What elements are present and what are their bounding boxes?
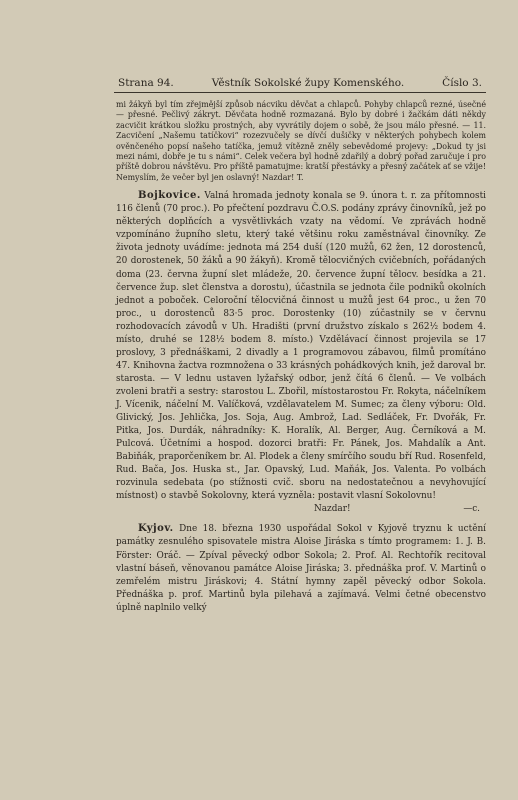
article-body — [116, 100, 486, 615]
kyjov-heading: Kyjov. — [138, 523, 174, 535]
kyjov-text: Dne 18. března 1930 uspořádal Sokol v Kyjově tryznu k uctění památky zesnulého spisovatele mistra Aloise Jiráska s tímto programem: 1. J. B. Förster: Oráč. — Zpíval pěvecký odbor Sokola; 2. Prof. Al. Rechtořík recitoval vlastní báseň, věnovanou památce Aloise Jiráska; 3. přednáška prof. V. Martinů o zemřelém mistru Jiráskovi; 4. Státní hymny zapěl pěvecký odbor Sokola. Přednáška p. prof. Martinů byla pilehavá a zajímavá. Velmi četné obecenstvo úplně naplnilo velký — [116, 524, 486, 613]
intro-paragraph: mi žákyň byl tím zřejmější způsob nácviku děvčat a chlapců. Pohyby chlapců rezné, úsečné — přesné. Pečlivý zákryt. Děvčata hodně rozmazaná. Bylo by dobré i žačkám dáti někdy zacvičit krátkou složku prostných, aby vyvrátily dojem o sobě, že jsou málo přesné. — 11. Zacvičení „Našemu tatíčkovi“ rozezvučely se dívčí dušičky v některých pohybech kolem ověnčeného popsí našeho tatíčka, jemuž vítězně zněly sebevědomé projevy: „Dokud ty jsi mezi námi, dobře je tu s námi“. Celek večera byl hodně zdařilý a dobrý pořad zaručuje i pro příště dobrou návštěvu. Pro příště pamatujme: kratší přestávky a přesný začátek ať se vžije! Nemyslím, že večer byl jen oslavný! Nazdar! T. — [116, 100, 486, 182]
bojkovice-signoff — [116, 503, 486, 516]
bojkovice-signature: —c. — [463, 504, 480, 515]
bojkovice-text: Valná hromada jednoty konala se 9. února t. r. za přítomnosti 116 členů (70 proc.). Po přečtení pozdravu Č.O.S. podány zprávy činovníků, jež po některých doplňcích a vysvětlivkách vzaty na vědomí. Ve zprávách hodně vzpomínáno župního sletu, který také většinu roku zaměstnával činovníky. Ze života jednoty uvádíme: jednota má 254 duší (120 mužů, 62 žen, 12 dorostenců, 20 dorostenek, 50 žáků a 90 žákyň). Kromě tělocvičných cvičebních, pořádaných doma (23. června župní slet mládeže, 20. července župní tělocv. besídka a 21. července žup. slet členstva a dorostu), účastnila se jednota čile podniků okolních jednot a poboček. Celoroční tělocvičná činnost u mužů jest 64 proc., u žen 70 proc., u dorostenců 83·5 proc. Dorostenky (10) zúčastnily se v červnu rozhodovacích závodů v Uh. Hradišti (první družstvo získalo s 262½ bodem 4. místo, druhé se 128½ bodem 8. místo.) Vzdělávací činnost projevila se 17 proslovy, 3 přednáškami, 2 divadly a 1 programovou zábavou, filmů promítáno 47. Knihovna žactva rozmnožena o 33 krásných pohádkových knih, jež daroval br. starosta. — V lednu ustaven lyžařský odbor, jenž čítá 6 členů. — Ve volbách zvoleni bratři a sestry: starostou L. Zbořil, místostarostou Fr. Rokyta, náčelníkem J. Vícenik, náčelní M. Valíčková, vzdělavatelem M. Sumec; za členy výboru: Old. Glivický, Jos. Jehlička, Jos. Soja, Aug. Ambrož, Lad. Sedláček, Fr. Dvořák, Fr. Pitka, Jos. Durdák, náhradníky: K. Horalík, Al. Berger, Aug. Černíková a M. Pulcová. Účetními a hospod. dozorci bratři: Fr. Pánek, Jos. Mahdalík a Ant. Babiňák, praporčeníkem br. Al. Plodek a členy smírčího soudu bří Rud. Rosenfeld, Rud. Bača, Jos. Huska st., Jar. Opavský, Lud. Maňák, Jos. Valenta. Po volbách rozvinula sedebata (po stížnosti cvič. sboru na nedostatečnou a nevyhovující místnost) o stavbě Sokolovny, která vyzněla: postavit vlasní Sokolovnu! — [116, 191, 486, 502]
kyjov-paragraph — [116, 522, 486, 614]
journal-title: Věstník Sokolské župy Komenského. — [211, 77, 405, 89]
page-number: Strana 94. — [118, 77, 174, 89]
issue-number: Číslo 3. — [442, 77, 482, 89]
bojkovice-paragraph — [116, 189, 486, 503]
running-header — [118, 77, 482, 89]
bojkovice-heading: Bojkovice. — [138, 190, 201, 202]
bojkovice-closing: Nazdar! — [314, 504, 351, 515]
header-rule — [114, 92, 486, 93]
